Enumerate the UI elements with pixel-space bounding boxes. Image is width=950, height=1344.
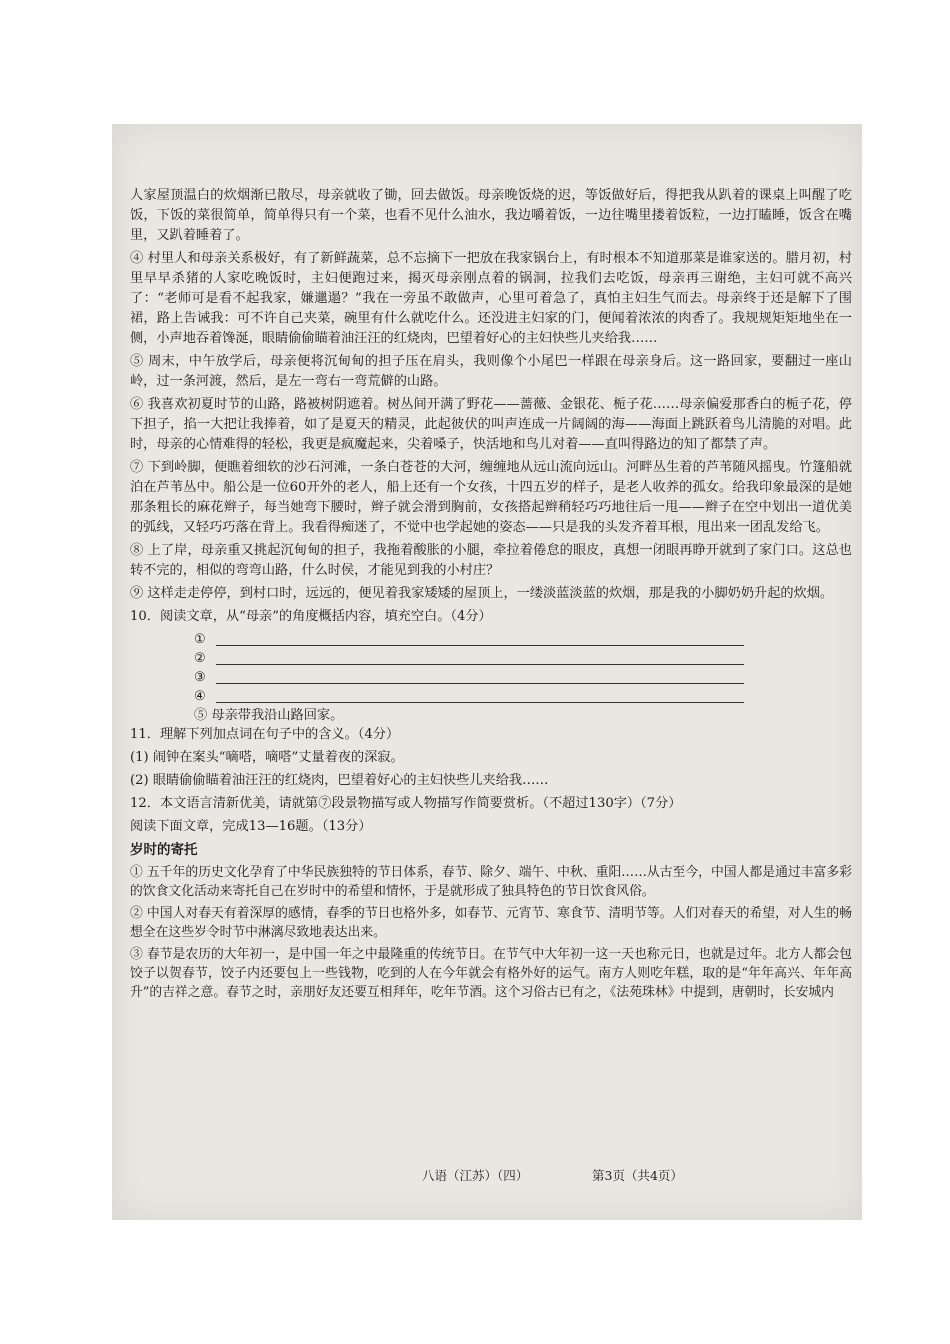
story-paragraph-9: ⑨ 这样走走停停，到村口时，远远的，便见着我家矮矮的屋顶上，一缕淡蓝淡蓝的炊烟，那是我的小脚奶奶升起的炊烟。 xyxy=(130,586,834,601)
reading-instruction: 阅读下面文章，完成13—16题。（13分） xyxy=(130,819,372,834)
story-paragraph-continued: 人家屋顶温白的炊烟渐已散尽，母亲就收了锄，回去做饭。母亲晚饭烧的迟，等饭做好后，得把我从趴着的课桌上叫醒了吃饭，下饭的菜很简单，简单得只有一个菜，也看不见什么油水，我边嚼着饭，一边往嘴里搂着饭粒，一边打瞌睡，饭含在嘴里，又趴着睡着了。 xyxy=(130,188,852,243)
blank-number: ③ xyxy=(194,669,206,685)
page-content xyxy=(130,186,852,1005)
footer-exam-label: 八语（江苏）（四） xyxy=(422,1168,529,1183)
blank-line xyxy=(216,690,744,703)
question-11: 11．理解下列加点词在句子中的含义。（4分） xyxy=(130,727,400,742)
answer-blank-3[interactable] xyxy=(194,668,852,687)
story-paragraph-7: ⑦ 下到岭脚，便瞧着细软的沙石河滩，一条白苍苍的大河，缠缠地从远山流向远山。河畔丛生着的芦苇随风摇曳。竹篷船就泊在芦苇丛中。船公是一位60开外的老人，船上还有一个女孩，十四五岁的样子，是老人收养的孤女。给我印象最深的是她那条粗长的麻花辫子，每当她弯下腰时，辫子就会滑到胸前，女孩搭起辫稍轻巧巧地往后一甩——辫子在空中划出一道优美的弧线，又轻巧巧落在背上。我看得痴迷了，不觉中也学起她的姿态——只是我的头发齐着耳根，甩出来一团乱发给飞。 xyxy=(130,460,852,535)
article-title: 岁时的寄托 xyxy=(130,842,198,858)
question-10: 10．阅读文章，从“母亲”的角度概括内容，填充空白。（4分） xyxy=(130,609,492,624)
blank-line xyxy=(216,671,744,684)
blank-number: ① xyxy=(194,631,206,647)
question-12: 12．本文语言清新优美，请就第⑦段景物描写或人物描写作简要赏析。（不超过130字）（7分） xyxy=(130,796,682,811)
story-paragraph-8: ⑧ 上了岸，母亲重又挑起沉甸甸的担子，我拖着酸胀的小腿，牵拉着倦怠的眼皮，真想一闭眼再睁开就到了家门口。这总也转不完的，相似的弯弯山路，什么时侯，才能见到我的小村庄？ xyxy=(130,543,852,578)
story-paragraph-4: ④ 村里人和母亲关系极好，有了新鲜蔬菜，总不忘摘下一把放在我家锅台上，有时根本不知道那菜是谁家送的。腊月初，村里早早杀猪的人家吃晚饭时，主妇便跑过来，揭灭母亲刚点着的锅洞，拉我们去吃饭，母亲再三谢绝，主妇可就不高兴了：“老师可是看不起我家，嫌邋遢？”我在一旁虽不敢做声，心里可着急了，真怕主妇生气而去。母亲终于还是解下了围裙，路上告诫我：可不许自己夹菜，碗里有什么就吃什么。还没进主妇家的门，便闻着浓浓的肉香了。我规规矩矩地坐在一侧，小声地吞着馋涎，眼睛偷偷瞄着油汪汪的红烧肉，巴望着好心的主妇快些儿夹给我…… xyxy=(130,251,852,346)
blank-line xyxy=(216,652,744,665)
article-paragraph-2: ② 中国人对春天有着深厚的感情，春季的节日也格外多，如春节、元宵节、寒食节、清明节等。人们对春天的希望，对人生的畅想全在这些岁令时节中淋漓尽致地表达出来。 xyxy=(130,906,852,940)
blank-line xyxy=(216,633,744,646)
answer-given-5 xyxy=(194,706,852,725)
footer-page-number: 第3页（共4页） xyxy=(592,1168,683,1183)
blank-number: ④ xyxy=(194,688,206,704)
question-11-item-2: (2) 眼睛偷偷瞄着油汪汪的红烧肉，巴望着好心的主妇快些儿夹给我…… xyxy=(130,773,549,788)
answer-blank-2[interactable] xyxy=(194,649,852,668)
answer-blank-1[interactable] xyxy=(194,630,852,649)
given-answer: ⑤ 母亲带我沿山路回家。 xyxy=(194,707,344,723)
question-11-item-1: (1) 闹钟在案头“嘀嗒，嘀嗒”丈量着夜的深寂。 xyxy=(130,750,404,765)
answer-blank-4[interactable] xyxy=(194,687,852,706)
story-paragraph-5: ⑤ 周末，中午放学后，母亲便将沉甸甸的担子压在肩头，我则像个小尾巴一样跟在母亲身后。这一路回家，要翻过一座山岭，过一条河渡，然后，是左一弯右一弯荒僻的山路。 xyxy=(130,354,852,389)
story-paragraph-6: ⑥ 我喜欢初夏时节的山路，路被树阴遮着。树丛间开满了野花——蔷薇、金银花、栀子花……母亲偏爱那香白的栀子花，停下担子，掐一大把让我捧着，如了是夏天的精灵，此起彼伏的叫声连成一片阔阔的海——海面上跳跃着鸟儿清脆的对唱。此时，母亲的心情难得的轻松，我更是疯魔起来，尖着嗓子，快活地和鸟儿对着——直叫得路边的知了都禁了声。 xyxy=(130,397,852,452)
scanned-exam-page xyxy=(112,124,862,1220)
article-paragraph-1: ① 五千年的历史文化孕育了中华民族独特的节日体系，春节、除夕、端午、中秋、重阳……从古至今，中国人都是通过丰富多彩的饮食文化活动来寄托自己在岁时中的希望和情怀，于是就形成了独具特色的节日饮食风俗。 xyxy=(130,865,852,899)
article-paragraph-3: ③ 春节是农历的大年初一，是中国一年之中最隆重的传统节日。在节气中大年初一这一天也称元日，也就是过年。北方人都会包饺子以贺春节，饺子内还要包上一些钱物，吃到的人在今年就会有格外好的运气。南方人则吃年糕，取的是“年年高兴、年年高升”的吉祥之意。春节之时，亲朋好友还要互相拜年，吃年节酒。这个习俗古已有之，《法苑珠林》中提到，唐朝时，长安城内 xyxy=(130,947,852,1000)
blank-number: ② xyxy=(194,650,206,666)
